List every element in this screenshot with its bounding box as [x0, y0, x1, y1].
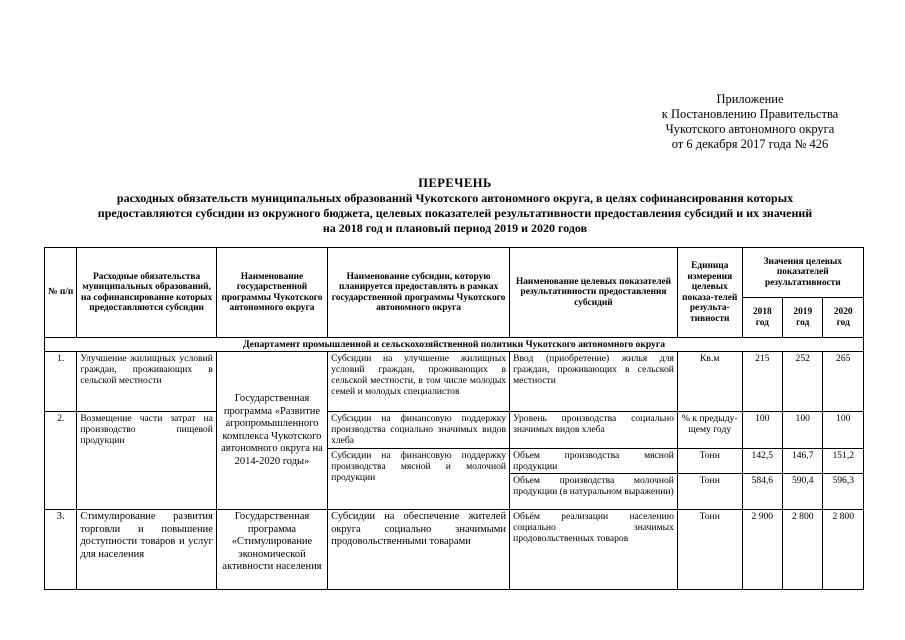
row-unit: Тонн — [677, 474, 742, 510]
value-2018: 215 — [742, 352, 782, 412]
document-title — [40, 176, 870, 236]
row-num: 3. — [45, 510, 77, 590]
header-num: № п/п — [45, 248, 77, 338]
row-num: 1. — [45, 352, 77, 412]
value-2019: 252 — [783, 352, 823, 412]
value-2020: 151,2 — [823, 449, 864, 474]
value-2019: 100 — [783, 412, 823, 449]
appendix-line: к Постановлению Правительства — [661, 107, 839, 121]
value-2020: 100 — [823, 412, 864, 449]
header-year-2019: 2019 год — [783, 298, 823, 338]
row-subsidy: Субсидии на улучшение жилищных условий граждан, проживающих в сельской местности, в том числе молодых семей и молодых специалистов — [328, 352, 510, 412]
table-row — [45, 352, 864, 412]
department-row — [45, 338, 864, 352]
row-indicator: Ввод (приобретение) жилья для граждан, проживающих в сельской местности — [510, 352, 678, 412]
header-obligations: Расходные обязательства муниципальных образований, на софинансирование которых предоставляются субсидии — [77, 248, 217, 338]
title-line: на 2018 год и плановый период 2019 и 2020 годов — [322, 221, 588, 235]
row-subsidy: Субсидии на обеспечение жителей округа социально значимыми продовольственными товарами — [328, 510, 510, 590]
title-line: расходных обязательств муниципальных образований Чукотского автономного округа, в целях софинансирования которых — [116, 191, 794, 205]
row-unit: Тонн — [677, 510, 742, 590]
program-name: Государственная программа «Стимулирование экономической активности населения — [216, 510, 327, 590]
value-2019: 2 800 — [783, 510, 823, 590]
appendix-line: Приложение — [716, 92, 784, 106]
row-unit: % к предыду-щему году — [677, 412, 742, 449]
row-unit: Кв.м — [677, 352, 742, 412]
value-2020: 596,3 — [823, 474, 864, 510]
subsidies-table — [44, 247, 864, 590]
department-name: Департамент промышленной и сельскохозяйственной политики Чукотского автономного округа — [45, 338, 864, 352]
row-indicator: Объем производства молочной продукции (в натуральном выражении) — [510, 474, 678, 510]
header-year-2018: 2018 год — [742, 298, 782, 338]
value-2020: 265 — [823, 352, 864, 412]
value-2018: 142,5 — [742, 449, 782, 474]
row-indicator: Уровень производства социально значимых видов хлеба — [510, 412, 678, 449]
row-unit: Тонн — [677, 449, 742, 474]
value-2018: 584,6 — [742, 474, 782, 510]
appendix-line: от 6 декабря 2017 года № 426 — [671, 137, 829, 151]
header-values: Значения целевых показателей результативности — [742, 248, 863, 298]
value-2019: 146,7 — [783, 449, 823, 474]
value-2018: 100 — [742, 412, 782, 449]
row-obligation: Возмещение части затрат на производство пищевой продукции — [77, 412, 217, 510]
value-2018: 2 900 — [742, 510, 782, 590]
table-row — [45, 510, 864, 590]
title-heading: ПЕРЕЧЕНЬ — [418, 176, 492, 190]
header-program: Наименование государственной программы Чукотского автономного округа — [216, 248, 327, 338]
row-num: 2. — [45, 412, 77, 510]
appendix-line: Чукотского автономного округа — [665, 122, 835, 136]
value-2019: 590,4 — [783, 474, 823, 510]
row-obligation: Стимулирование развития торговли и повышение доступности товаров и услуг для населения — [77, 510, 217, 590]
appendix-block — [600, 92, 900, 152]
title-line: предоставляются субсидии из окружного бюджета, целевых показателей результативности предоставления субсидий и их значений — [97, 206, 813, 220]
row-subsidy: Субсидии на финансовую поддержку производства мясной и молочной продукции — [328, 449, 510, 510]
row-indicator: Объем производства мясной продукции — [510, 449, 678, 474]
value-2020: 2 800 — [823, 510, 864, 590]
header-indicator: Наименование целевых показателей результативности предоставления субсидий — [510, 248, 678, 338]
header-subsidy: Наименование субсидии, которую планируется предоставлять в рамках государственной программы Чукотского автономного округа — [328, 248, 510, 338]
row-indicator: Объём реализации населению социально значимых продовольственных товаров — [510, 510, 678, 590]
header-year-2020: 2020 год — [823, 298, 864, 338]
row-subsidy: Субсидии на финансовую поддержку производства социально значимых видов хлеба — [328, 412, 510, 449]
program-name: Государственная программа «Развитие агропромышленного комплекса Чукотского автономного округа на 2014-2020 годы» — [216, 352, 327, 510]
header-unit: Единица измерения целевых показа-телей результа-тивности — [677, 248, 742, 338]
table-row — [45, 412, 864, 449]
header-row — [45, 248, 864, 298]
row-obligation: Улучшение жилищных условий граждан, проживающих в сельской местности — [77, 352, 217, 412]
